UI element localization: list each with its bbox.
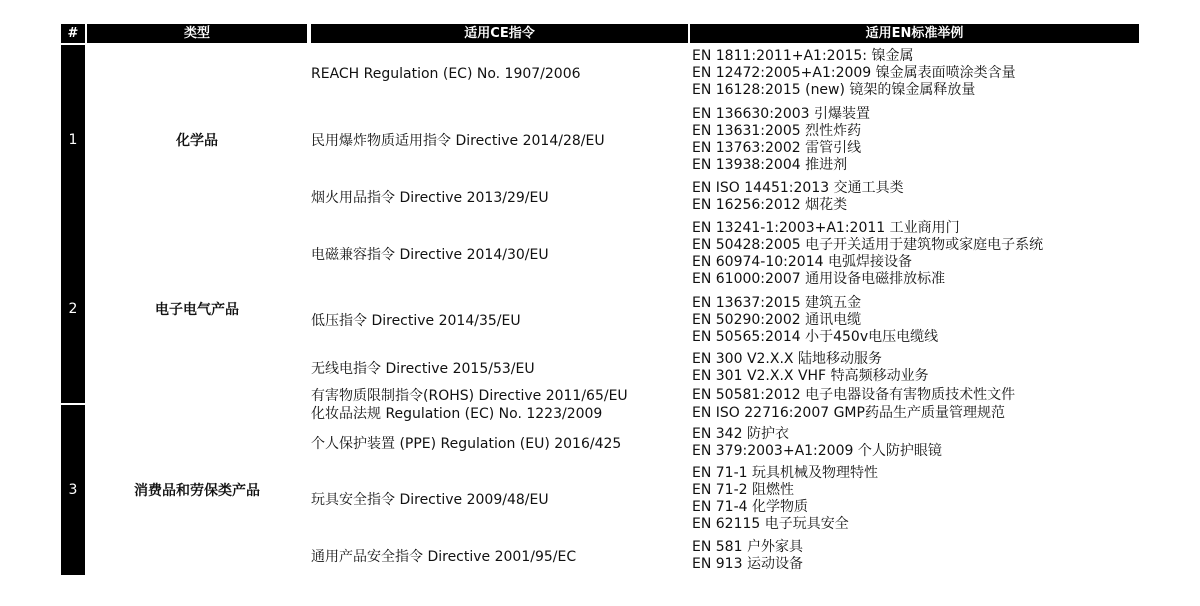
standard-item: EN 13631:2005 烈性炸药 (692, 123, 862, 139)
standards-pyrotechnics (692, 178, 1139, 215)
standard-item: EN ISO 14451:2013 交通工具类 (692, 179, 904, 196)
standard-item: EN 13938:2004 推进剂 (692, 157, 848, 173)
category-chemicals: 化学品 (176, 132, 218, 149)
standard-item: EN 913 运动设备 (692, 555, 803, 572)
category-electrical: 电子电气产品 (155, 302, 239, 318)
standard-item: EN 50581:2012 电子电器设备有害物质技术性文件 (692, 386, 1016, 403)
directive-general-safety: 通用产品安全指令 Directive 2001/95/EC (311, 548, 577, 565)
group-number-2: 2 (61, 215, 85, 403)
standards-emc (692, 217, 1139, 290)
standards-cosmetics (692, 404, 1139, 422)
standard-item: EN 62115 电子玩具安全 (692, 516, 849, 532)
standards-rohs (692, 386, 1139, 404)
standards-reach (692, 45, 1139, 102)
standard-item: EN 71-4 化学物质 (692, 499, 808, 515)
header-number: # (61, 24, 85, 43)
directive-reach: REACH Regulation (EC) No. 1907/2006 (311, 65, 581, 82)
header-ce-directive: 适用CE指令 (311, 24, 688, 43)
standard-item: EN 50290:2002 通讯电缆 (692, 311, 862, 328)
standard-item: EN 13763:2002 雷管引线 (692, 140, 862, 156)
standard-item: EN 1811:2011+A1:2015: 镍金属 (692, 48, 914, 64)
standard-item: EN 300 V2.X.X 陆地移动服务 (692, 351, 882, 367)
directive-rohs: 有害物质限制指令(ROHS) Directive 2011/65/EU (311, 388, 628, 404)
standard-item: EN 50428:2005 电子开关适用于建筑物或家庭电子系统 (692, 236, 1044, 253)
group-number-1: 1 (61, 45, 85, 234)
group-number-3: 3 (61, 405, 85, 575)
standards-toy-safety (692, 463, 1139, 535)
standard-item: EN 71-1 玩具机械及物理特性 (692, 465, 878, 481)
standards-radio (692, 350, 1139, 386)
standard-item: EN 16128:2015 (new) 镜架的镍金属释放量 (692, 82, 976, 98)
standard-item: EN 136630:2003 引爆装置 (692, 106, 871, 122)
standard-item: EN 581 户外家具 (692, 538, 803, 555)
standard-item: EN 13241-1:2003+A1:2011 工业商用门 (692, 219, 960, 236)
standard-item: EN 301 V2.X.X VHF 特高频移动业务 (692, 368, 929, 384)
standard-item: EN 12472:2005+A1:2009 镍金属表面喷涂类含量 (692, 65, 1016, 81)
standard-item: EN 13637:2015 建筑五金 (692, 294, 862, 311)
directive-toy-safety: 玩具安全指令 Directive 2009/48/EU (311, 492, 549, 508)
header-en-standards: 适用EN标准举例 (690, 24, 1139, 43)
standard-item: EN 379:2003+A1:2009 个人防护眼镜 (692, 442, 942, 459)
standard-item: EN 61000:2007 通用设备电磁排放标准 (692, 270, 946, 287)
standard-item: EN 16256:2012 烟花类 (692, 196, 848, 213)
standards-explosives (692, 104, 1139, 176)
standard-item: EN 60974-10:2014 电弧焊接设备 (692, 253, 912, 270)
standard-item: EN 50565:2014 小于450v电压电缆线 (692, 328, 939, 345)
standards-ppe (692, 424, 1139, 461)
standard-item: EN ISO 22716:2007 GMP药品生产质量管理规范 (692, 404, 1005, 421)
directive-low-voltage: 低压指令 Directive 2014/35/EU (311, 313, 521, 329)
standard-item: EN 342 防护衣 (692, 425, 789, 442)
directive-ppe: 个人保护装置 (PPE) Regulation (EU) 2016/425 (311, 435, 622, 452)
directive-pyrotechnics: 烟火用品指令 Directive 2013/29/EU (311, 189, 549, 206)
standard-item: EN 71-2 阻燃性 (692, 482, 794, 498)
category-consumer: 消费品和劳保类产品 (134, 483, 260, 499)
header-type: 类型 (87, 24, 307, 43)
directive-emc: 电磁兼容指令 Directive 2014/30/EU (311, 246, 549, 263)
directive-cosmetics: 化妆品法规 Regulation (EC) No. 1223/2009 (311, 406, 603, 422)
standards-low-voltage (692, 292, 1139, 348)
directive-radio: 无线电指令 Directive 2015/53/EU (311, 361, 535, 377)
directive-explosives: 民用爆炸物质适用指令 Directive 2014/28/EU (311, 133, 605, 149)
standards-general-safety (692, 537, 1139, 574)
